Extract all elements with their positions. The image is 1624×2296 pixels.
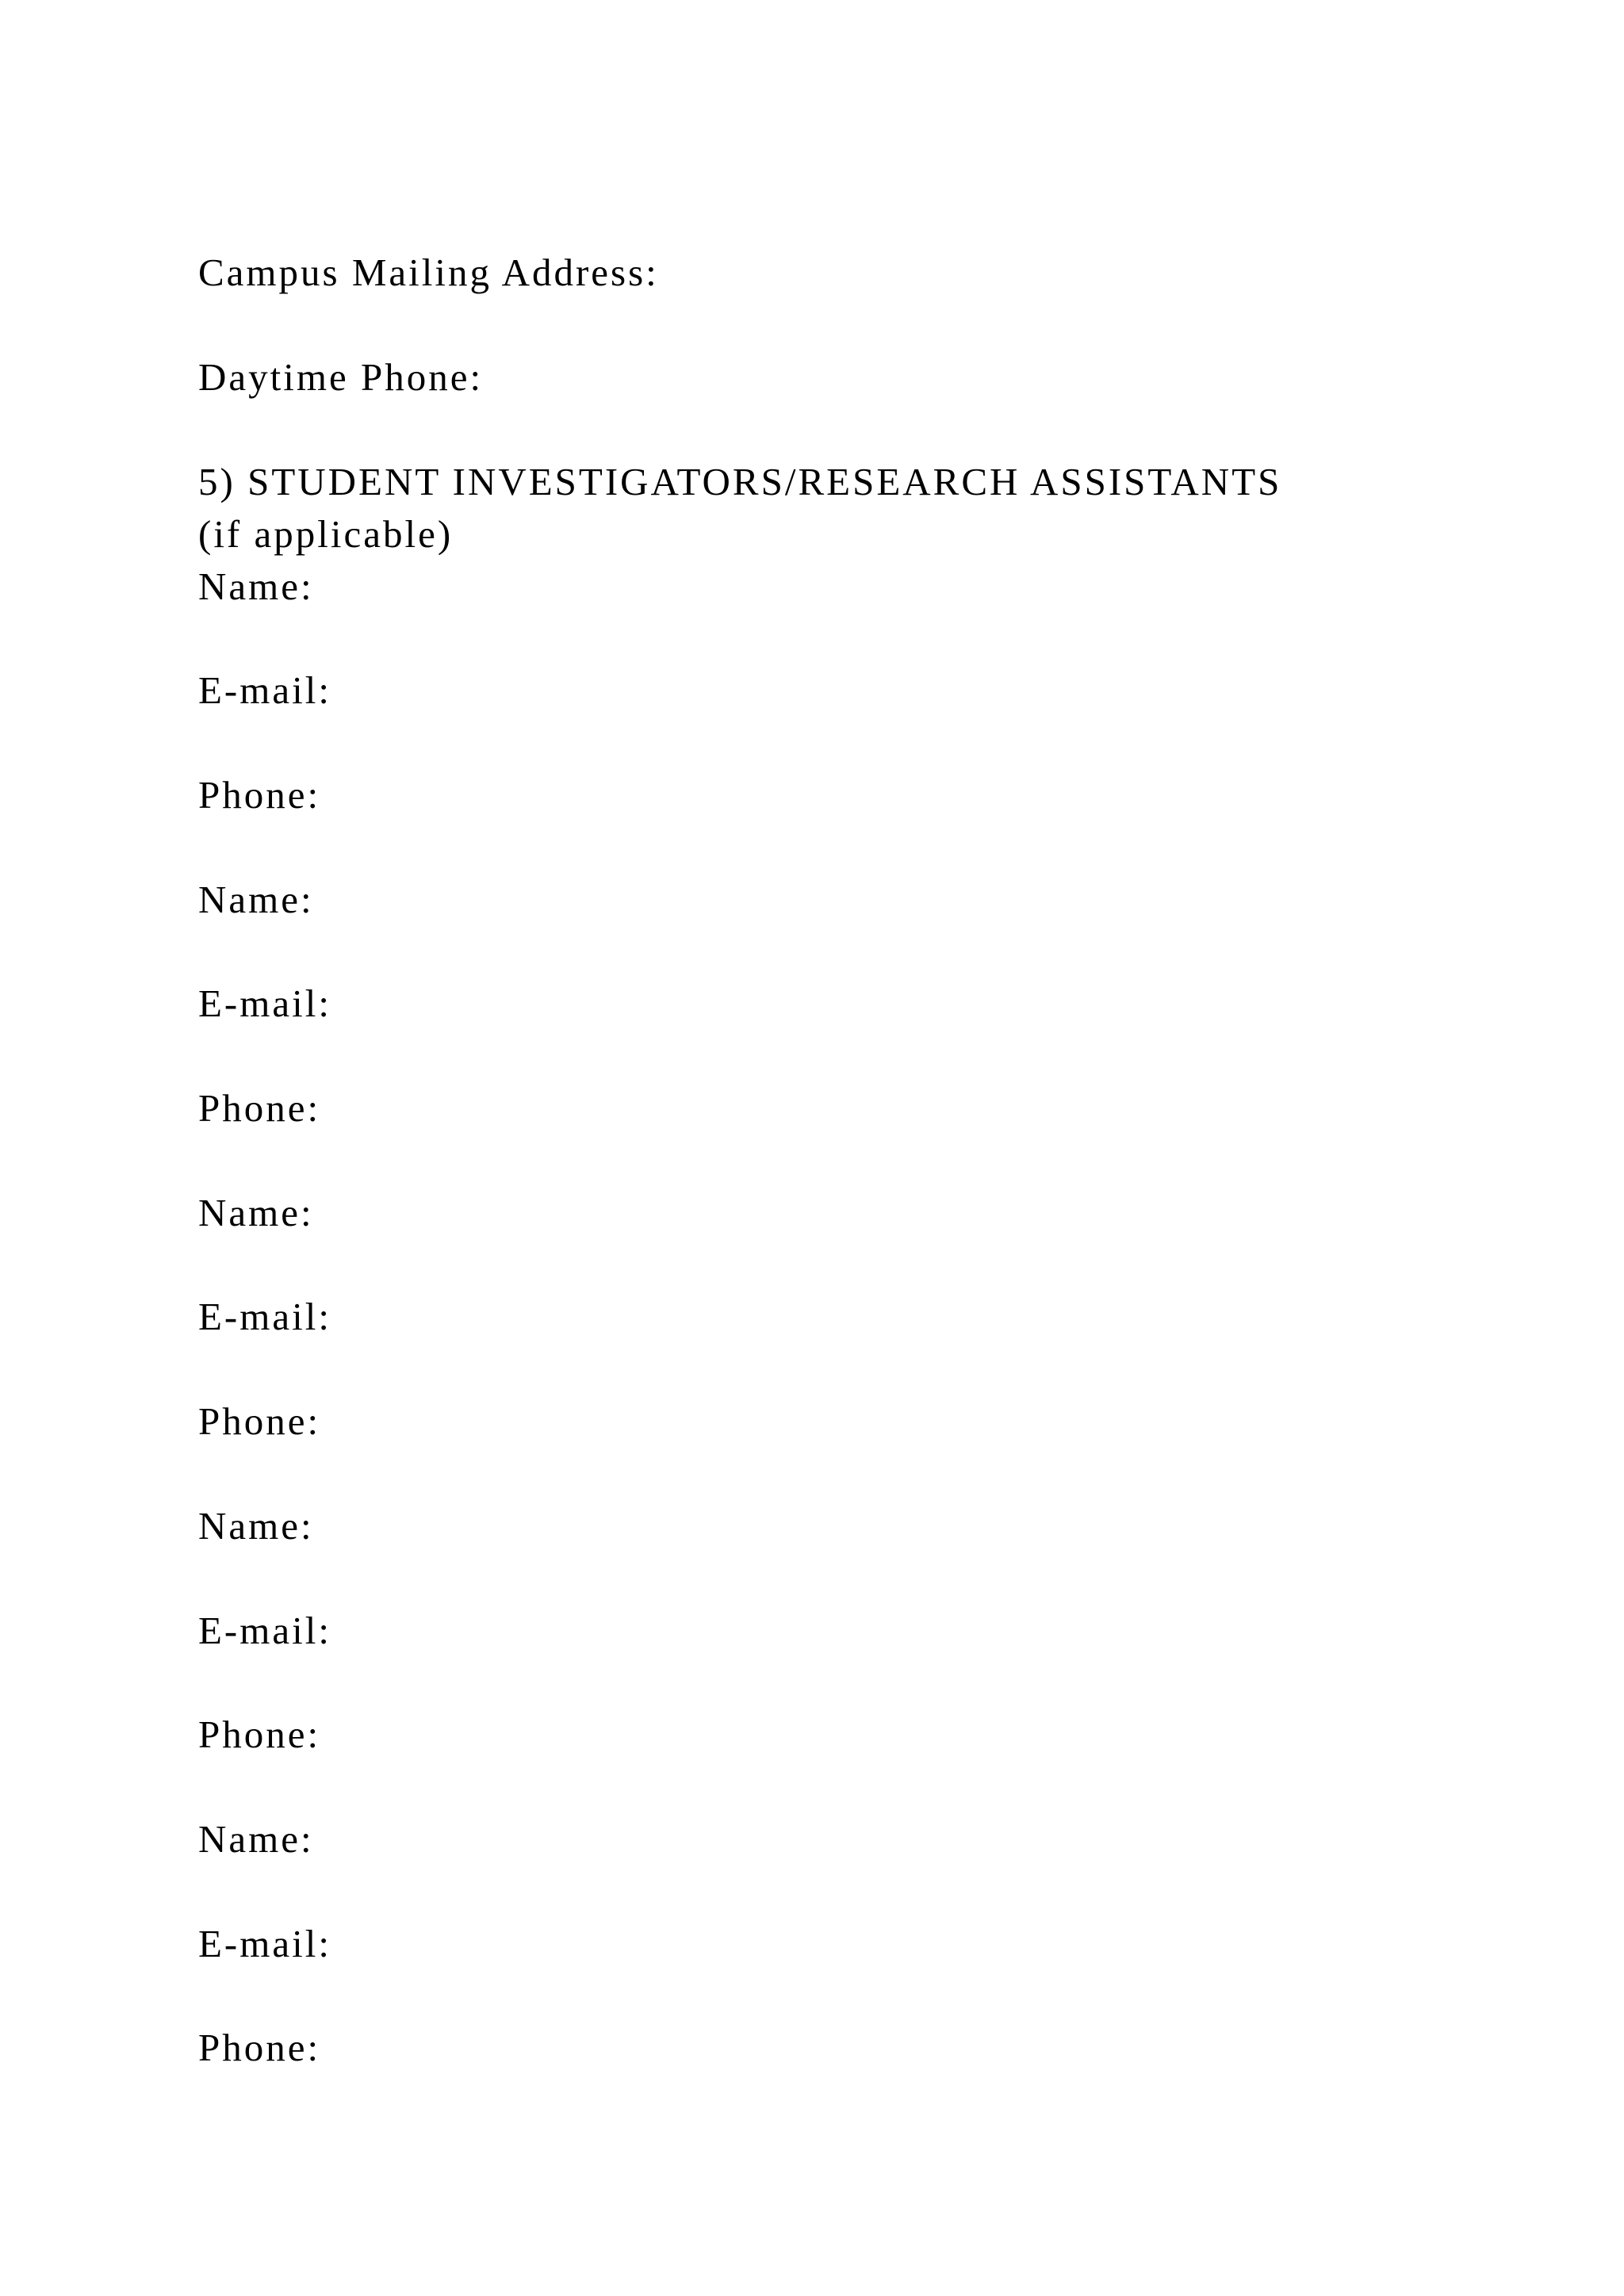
student-3-name-label: Name: (198, 1191, 314, 1234)
daytime-phone-label: Daytime Phone: (198, 355, 484, 399)
campus-mailing-address-label: Campus Mailing Address: (198, 251, 659, 294)
student-1-name-label: Name: (198, 564, 314, 608)
student-5-email-label: E-mail: (198, 1922, 331, 1965)
section-subheading: (if applicable) (198, 512, 454, 556)
student-1-phone-label: Phone: (198, 773, 321, 817)
student-4-email-label: E-mail: (198, 1609, 331, 1652)
student-5-name-label: Name: (198, 1817, 314, 1861)
student-4-phone-label: Phone: (198, 1712, 321, 1756)
student-2-name-label: Name: (198, 878, 314, 921)
student-5-phone-label: Phone: (198, 2026, 321, 2069)
student-3-email-label: E-mail: (198, 1295, 331, 1338)
student-4-name-label: Name: (198, 1504, 314, 1548)
student-1-email-label: E-mail: (198, 668, 331, 712)
student-3-phone-label: Phone: (198, 1399, 321, 1443)
student-2-email-label: E-mail: (198, 982, 331, 1025)
section-heading: 5) STUDENT INVESTIGATORS/RESEARCH ASSISTANTS (198, 460, 1282, 503)
student-2-phone-label: Phone: (198, 1086, 321, 1130)
